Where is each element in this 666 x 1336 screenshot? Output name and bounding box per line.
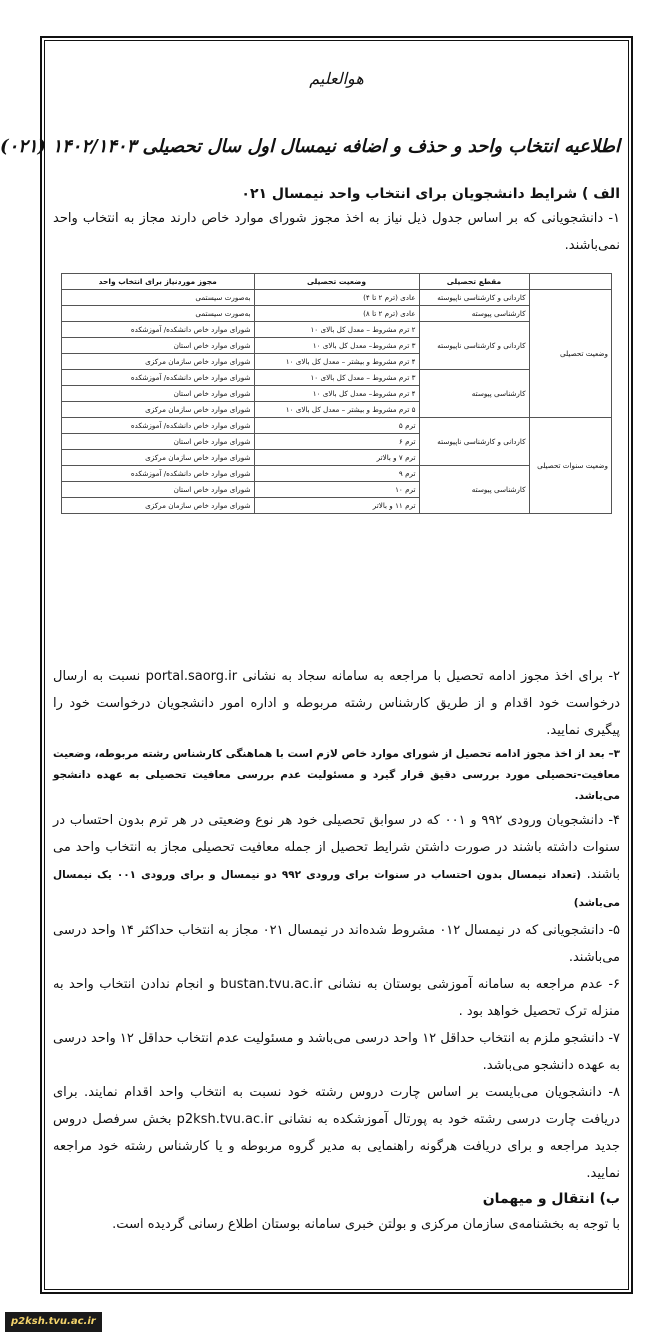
table-header-cell: مجوز موردنیاز برای انتخاب واحد bbox=[62, 274, 255, 290]
permit-cell: شورای موارد خاص استان bbox=[62, 434, 255, 450]
permit-cell: شورای موارد خاص دانشکده/ آموزشکده bbox=[62, 370, 255, 386]
status-cell: عادی (ترم ۲ تا ۴) bbox=[254, 290, 419, 306]
table-header-cell: وضعیت تحصیلی bbox=[254, 274, 419, 290]
degree-cell: کارشناسی پیوسته bbox=[419, 466, 529, 514]
degree-cell: کارشناسی پیوسته bbox=[419, 306, 529, 322]
paragraph-3: ۳– بعد از اخذ مجوز ادامه تحصیل از شورای موارد خاص لازم است با هماهنگی کارشناس رشته مربوطه، وضعیت معافیت-تحصیلی مورد بررسی دقیق قرار گیرد و مسئولیت عدم بررسی معافیت تحصیلی به عهده دانشجو می‌باشد. bbox=[53, 748, 620, 802]
paragraph-5: ۵- دانشجویانی که در نیمسال ۰۱۲ مشروط شده‌اند در نیمسال ۰۲۱ مجاز به انتخاب حداکثر ۱۴ واحد درسی می‌باشند. bbox=[53, 923, 621, 965]
status-cell: ۴ ترم مشروط و بیشتر – معدل کل بالای ۱۰ bbox=[254, 354, 419, 370]
status-cell: عادی (ترم ۲ تا ۸) bbox=[254, 306, 419, 322]
permit-cell: شورای موارد خاص استان bbox=[62, 482, 255, 498]
paragraph-1: ۱- دانشجویانی که بر اساس جدول ذیل نیاز به اخذ مجوز شورای موارد خاص دارند مجاز به انتخاب واحد نمی‌باشند. bbox=[53, 211, 620, 253]
section-b-title: ب) انتقال و میهمان bbox=[482, 1191, 620, 1207]
paragraph-2: ۲- برای اخذ مجوز ادامه تحصیل با مراجعه به سامانه سجاد به نشانی portal.saorg.ir نسبت به ارسال درخواست خود اقدام و از طریق کارشناس رشته مربوطه و اداره امور دانشجویان درخواست خود را پیگیری نمایید. bbox=[53, 669, 620, 738]
status-cell: ۳ ترم مشروط – معدل کل بالای ۱۰ bbox=[254, 370, 419, 386]
degree-cell: کاردانی و کارشناسی ناپیوسته bbox=[419, 322, 529, 370]
permit-cell: شورای موارد خاص سازمان مرکزی bbox=[62, 498, 255, 514]
paragraph-6: ۶- عدم مراجعه به سامانه آموزشی بوستان به نشانی bustan.tvu.ac.ir و انجام ندادن انتخاب واحد به منزله ترک تحصیل خواهد بود . bbox=[53, 977, 620, 1019]
status-cell: ترم ۱۰ bbox=[254, 482, 419, 498]
status-cell: ۵ ترم مشروط و بیشتر – معدل کل بالای ۱۰ bbox=[254, 402, 419, 418]
status-cell: ۲ ترم مشروط – معدل کل بالای ۱۰ bbox=[254, 322, 419, 338]
permit-cell: شورای موارد خاص سازمان مرکزی bbox=[62, 402, 255, 418]
table-header-cell bbox=[529, 274, 612, 290]
table-header-row bbox=[62, 274, 612, 290]
permit-cell: شورای موارد خاص دانشکده/ آموزشکده bbox=[62, 466, 255, 482]
permit-cell: به‌صورت سیستمی bbox=[62, 306, 255, 322]
status-cell: ۳ ترم مشروط– معدل کل بالای ۱۰ bbox=[254, 338, 419, 354]
table-header-cell: مقطع تحصیلی bbox=[419, 274, 529, 290]
paragraph-4 bbox=[53, 807, 620, 917]
permit-cell: شورای موارد خاص استان bbox=[62, 386, 255, 402]
paragraph-7: ۷- دانشجو ملزم به انتخاب حداقل ۱۲ واحد درسی می‌باشد و مسئولیت عدم انتخاب حداقل ۱۲ واحد درسی به عهده دانشجو می‌باشد. bbox=[53, 1031, 621, 1073]
announcement-title: اطلاعیه انتخاب واحد و حذف و اضافه نیمسال اول سال تحصیلی ۱۴۰۲/۱۴۰۳ (۰۲۱) bbox=[0, 136, 620, 157]
site-watermark: p2ksh.tvu.ac.ir bbox=[5, 1312, 102, 1332]
status-cell: ترم ۶ bbox=[254, 434, 419, 450]
rules-table-wrapper bbox=[61, 273, 612, 643]
status-cell: ۴ ترم مشروط– معدل کل بالای ۱۰ bbox=[254, 386, 419, 402]
degree-cell: کاردانی و کارشناسی ناپیوسته bbox=[419, 418, 529, 466]
status-cell: ترم ۷ و بالاتر bbox=[254, 450, 419, 466]
paragraph-8: ۸- دانشجویان می‌بایست بر اساس چارت دروس رشته خود نسبت به انتخاب واحد اقدام نمایند. برای دریافت چارت درسی رشته خود به پورتال آموزشکده به نشانی p2ksh.tvu.ac.ir بخش سرفصل دروس جدید مراجعه و برای دریافت هرگونه راهنمایی به مدیر گروه مربوطه و یا کارشناس رشته خود مراجعه نمایید. bbox=[53, 1085, 621, 1181]
degree-cell: کاردانی و کارشناسی ناپیوسته bbox=[419, 290, 529, 306]
permit-cell: شورای موارد خاص سازمان مرکزی bbox=[62, 354, 255, 370]
status-cell: ترم ۱۱ و بالاتر bbox=[254, 498, 419, 514]
permit-cell: شورای موارد خاص دانشکده/ آموزشکده bbox=[62, 418, 255, 434]
status-cell: ترم ۹ bbox=[254, 466, 419, 482]
section-a-title: الف ) شرایط دانشجویان برای انتخاب واحد نیمسال ۰۲۱ bbox=[241, 186, 620, 202]
paragraph-4-note: (تعداد نیمسال بدون احتساب در سنوات برای ورودی ۹۹۲ دو نیمسال و برای ورودی ۰۰۱ یک نیمسال می‌باشد) bbox=[53, 869, 620, 909]
table-row bbox=[62, 290, 612, 306]
group-label: وضعیت تحصیلی bbox=[529, 290, 612, 418]
table-row bbox=[62, 418, 612, 434]
section-b-paragraph: با توجه به بخشنامه‌ی سازمان مرکزی و بولتن خبری سامانه بوستان اطلاع رسانی گردیده است. bbox=[112, 1217, 620, 1232]
permit-cell: شورای موارد خاص سازمان مرکزی bbox=[62, 450, 255, 466]
announcement-document bbox=[0, 40, 629, 1290]
permit-cell: شورای موارد خاص استان bbox=[62, 338, 255, 354]
basmala-heading: هوالعلیم bbox=[309, 69, 364, 88]
degree-cell: کارشناسی پیوسته bbox=[419, 370, 529, 418]
permit-cell: شورای موارد خاص دانشکده/ آموزشکده bbox=[62, 322, 255, 338]
group-label: وضعیت سنوات تحصیلی bbox=[529, 418, 612, 514]
rules-table bbox=[61, 273, 612, 514]
status-cell: ترم ۵ bbox=[254, 418, 419, 434]
permit-cell: به‌صورت سیستمی bbox=[62, 290, 255, 306]
paragraph-4-text: ۴- دانشجویان ورودی ۹۹۲ و ۰۰۱ که در سوابق تحصیلی خود هر نوع وضعیتی در هر ترم بدون احتساب در سنوات داشته باشند در صورت داشتن شرایط تحصیل از جمله معافیت تحصیلی مجاز به انتخاب واحد می باشند. bbox=[53, 813, 621, 882]
